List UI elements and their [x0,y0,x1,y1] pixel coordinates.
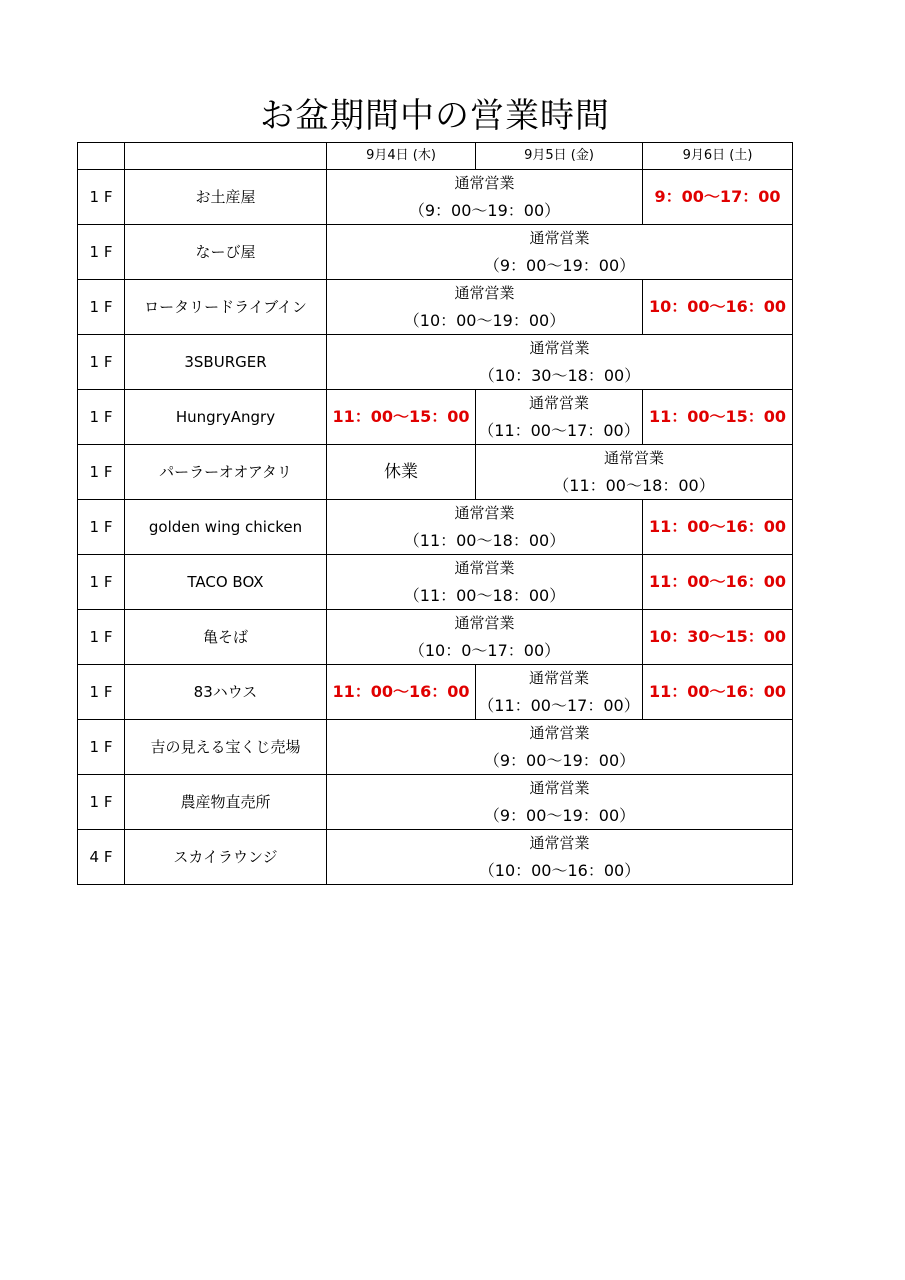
store-name-cell: スカイラウンジ [125,830,327,885]
regular-hours-label: 通常営業 [529,779,590,797]
special-hours-cell [327,665,476,720]
regular-hours-cell [327,335,793,390]
floor-cell: 1 F [78,170,125,225]
special-hours-time: 9：00〜17：00 [654,187,781,206]
floor-cell: 1 F [78,335,125,390]
table-row [78,665,793,720]
store-name-cell: なーび屋 [125,225,327,280]
regular-hours-label: 通常営業 [529,724,590,742]
special-hours-time: 10：00〜16：00 [648,297,787,316]
special-hours-cell [643,555,793,610]
regular-hours-time: （10：30〜18：00） [478,366,641,385]
regular-hours-label: 通常営業 [529,834,590,852]
special-hours-cell [643,610,793,665]
table-row [78,555,793,610]
regular-hours-cell [327,280,643,335]
store-name-cell: 亀そば [125,610,327,665]
table-row [78,170,793,225]
regular-hours-label: 通常営業 [454,174,515,192]
closed-cell [327,445,476,500]
regular-hours-label: 通常営業 [528,394,589,412]
special-hours-cell [643,170,793,225]
business-hours-table [77,142,793,885]
regular-hours-time: （10：00〜19：00） [403,311,566,330]
regular-hours-cell [327,170,643,225]
regular-hours-cell [327,500,643,555]
header-store [125,143,327,170]
regular-hours-label: 通常営業 [529,339,590,357]
store-name-cell: ロータリードライブイン [125,280,327,335]
regular-hours-cell [327,555,643,610]
floor-cell: 1 F [78,775,125,830]
special-hours-cell [643,665,793,720]
special-hours-cell [643,500,793,555]
store-name-cell: お土産屋 [125,170,327,225]
regular-hours-label: 通常営業 [454,504,515,522]
table-row [78,830,793,885]
regular-hours-time: （11：00〜18：00） [553,476,715,495]
table-row [78,500,793,555]
floor-cell: 4 F [78,830,125,885]
floor-cell: 1 F [78,225,125,280]
regular-hours-time: （11：00〜17：00） [478,696,640,715]
special-hours-time: 11：00〜16：00 [648,572,787,591]
floor-cell: 1 F [78,390,125,445]
special-hours-time: 11：00〜16：00 [648,517,787,536]
floor-cell: 1 F [78,610,125,665]
floor-cell: 1 F [78,720,125,775]
regular-hours-cell [476,390,643,445]
special-hours-time: 11：00〜15：00 [332,407,470,426]
special-hours-cell [327,390,476,445]
store-name-cell: パーラーオオアタリ [125,445,327,500]
regular-hours-label: 通常営業 [454,614,515,632]
header-date-sep6: 9月6日 (土) [643,143,793,170]
floor-cell: 1 F [78,445,125,500]
special-hours-time: 11：00〜15：00 [648,407,787,426]
regular-hours-time: （11：00〜17：00） [478,421,640,440]
table-row [78,445,793,500]
floor-cell: 1 F [78,555,125,610]
table-row [78,335,793,390]
regular-hours-cell [327,225,793,280]
regular-hours-label: 通常営業 [529,229,590,247]
store-name-cell: TACO BOX [125,555,327,610]
special-hours-cell [643,390,793,445]
special-hours-time: 11：00〜16：00 [648,682,787,701]
regular-hours-time: （9：00〜19：00） [483,806,636,825]
regular-hours-cell [476,445,793,500]
table-row [78,280,793,335]
regular-hours-time: （9：00〜19：00） [483,751,636,770]
store-name-cell: 農産物直売所 [125,775,327,830]
page-title: お盆期間中の営業時間 [260,96,610,136]
store-name-cell: 3SBURGER [125,335,327,390]
table-row [78,775,793,830]
store-name-cell: 吉の見える宝くじ売場 [125,720,327,775]
regular-hours-time: （9：00〜19：00） [408,201,561,220]
table-row [78,390,793,445]
regular-hours-cell [327,610,643,665]
header-row [78,143,793,170]
closed-label: 休業 [384,461,418,482]
regular-hours-time: （10：00〜16：00） [478,861,641,880]
regular-hours-time: （10：0〜17：00） [408,641,561,660]
regular-hours-label: 通常営業 [454,284,515,302]
header-date-sep5: 9月5日 (金) [476,143,643,170]
header-date-sep4: 9月4日 (木) [327,143,476,170]
regular-hours-cell [327,775,793,830]
table-row [78,610,793,665]
regular-hours-cell [327,830,793,885]
regular-hours-cell [327,720,793,775]
regular-hours-label: 通常営業 [454,559,515,577]
header-floor [78,143,125,170]
floor-cell: 1 F [78,665,125,720]
regular-hours-label: 通常営業 [603,449,664,467]
store-name-cell: 83ハウス [125,665,327,720]
special-hours-time: 11：00〜16：00 [332,682,470,701]
table-row [78,225,793,280]
table-body [78,170,793,885]
regular-hours-time: （9：00〜19：00） [483,256,636,275]
floor-cell: 1 F [78,500,125,555]
regular-hours-cell [476,665,643,720]
special-hours-cell [643,280,793,335]
regular-hours-time: （11：00〜18：00） [403,531,566,550]
regular-hours-time: （11：00〜18：00） [403,586,566,605]
floor-cell: 1 F [78,280,125,335]
table-row [78,720,793,775]
special-hours-time: 10：30〜15：00 [648,627,787,646]
regular-hours-label: 通常営業 [528,669,589,687]
store-name-cell: golden wing chicken [125,500,327,555]
store-name-cell: HungryAngry [125,390,327,445]
